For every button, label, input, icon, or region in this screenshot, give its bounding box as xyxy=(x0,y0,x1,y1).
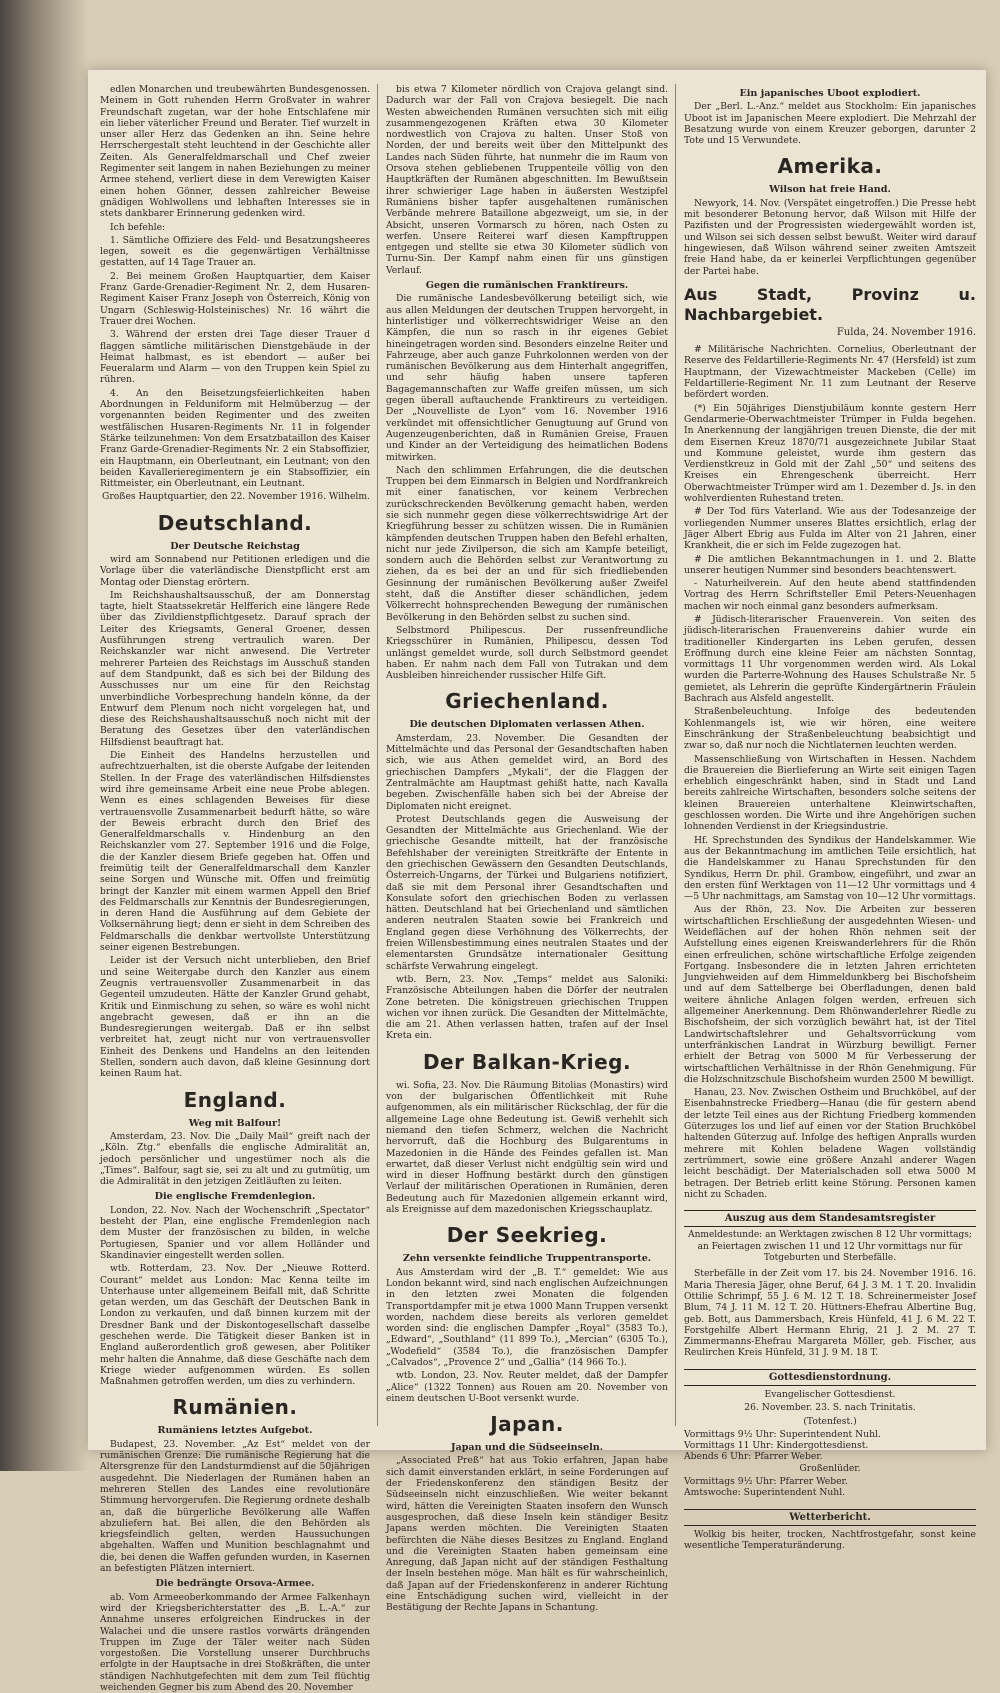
article-text: edlen Monarchen und treubewährten Bundesgenossen. Meinem in Gott ruhenden Herrn Großvater in wahrer Freundschaft zugetan, war der hohe Entschlafene mir ein lieber väterlicher Freund und Berater. Tief wurzelt in unser aller Herz das Gedenken an ihn. Seine hehre Herrschergestalt steht leuchtend in der Geschichte aller Zeiten. Als Generalfeldmarschall und Chef zweier Regimenter seit langem in nahen Beziehungen zu meiner Armee stehend, verliert diese in dem Verewigten Kaiser einen hohen Gönner, dessen zahlreicher Beweise gnädigen Wohlwollens und lebhaften Interesses sie in stets dankbarer Erinnerung gedenken wird. xyxy=(100,84,370,220)
article-heading: Die bedrängte Orsova-Armee. xyxy=(155,1578,315,1590)
section-heading-amerika: Amerika. xyxy=(777,154,883,179)
standesamt-heading: Auszug aus dem Standesamtsregister xyxy=(684,1210,976,1227)
article-text: Der „Berl. L.-Anz.“ meldet aus Stockholm: Ein japanisches Uboot ist im Japanischen Meere explodiert. Die Mehrzahl der Besatzung wurde von einem Kreuzer geborgen, darunter 2 Tote und 15 Verwundete. xyxy=(684,101,976,147)
column-divider xyxy=(377,84,378,1426)
article-text: Nach den schlimmen Erfahrungen, die die deutschen Truppen bei dem Einmarsch in Belgien und Nordfrankreich mit einer fanatischen, vor keinem Verbrechen zurückschreckenden Bevölkerung gemacht haben, werden sie sich nunmehr gegen diese völkerrechtswidrige Art der Kriegführung besser zu schützen wissen. Die in Rumänien kämpfenden deutschen Truppen haben den Befehl erhalten, nicht nur jede Zivilperson, die sich am Kampfe beteiligt, sondern auch die Behörden selbst zur Verantwortung zu ziehen, da es bei der an und für sich friedliebenden Gesinnung der rumänischen Bevölkerung außer Zweifel steht, daß die Anstifter dieser schändlichen, jedem Völkerrecht hohnsprechenden Bewegung der rumänischen Bevölkerung in den Behörden selbst zu suchen sind. xyxy=(386,464,668,623)
article-heading: Weg mit Balfour! xyxy=(188,1117,282,1129)
gottesdienst-heading: Gottesdienstordnung. xyxy=(684,1369,976,1386)
article-text: Massenschließung von Wirtschaften in Hessen. Nachdem die Brauereien die Bierlieferung an Wirte seit einigen Tagen erheblich eingeschränkt haben, sind in Stadt und Land bereits zahlreiche Wirtschaften, besonders solche seitens der kleinen Brauereien unterhaltene Kleinwirtschaften, geschlossen worden. Die Wirte und ihre Angehörigen suchen lohnenden Verdienst in der Kriegsindustrie. xyxy=(684,753,976,833)
article-text: Protest Deutschlands gegen die Ausweisung der Gesandten der Mittelmächte aus Griechenland. Wie der griechische Gesandte mitteilt, hat der französische Befehlshaber der vereinigten Streitkräfte der Entente in den griechischen Gewässern den Gesandten Deutschlands, Österreich-Ungarns, der Türkei und Bulgariens notifiziert, daß sie mit dem Personal ihrer Gesandtschaften und Konsulate sofort den griechischen Boden zu verlassen hätten. Deutschland hat bei Griechenland und sämtlichen anderen neutralen Staaten sowie bei Frankreich und England gegen diese Verhöhnung des Völkerrechts, der freien Willensbestimmung eines neutralen Staates und der elementarsten Grundsätze internationaler Gesittung schärfste Verwahrung eingelegt. xyxy=(386,813,668,972)
article-text: wi. Sofia, 23. Nov. Die Räumung Bitolias (Monastirs) wird von der bulgarischen Öffentlichkeit mit Ruhe aufgenommen, als ein militärischer Rückschlag, der für die allgemeine Lage ohne Bedeutung ist. Gewiß verhehlt sich niemand den tiefen Schmerz, welchen die Nachricht hervorruft, daß die Hochburg des Bulgarentums in Mazedonien in die Hände des Feindes gefallen ist. Man erwartet, daß dieser Verlust nicht endgültig sein wird und wird in dieser Hoffnung bestärkt durch den günstigen Verlauf der militärischen Operationen in Rumänien, deren Bedeutung auch für Mazedonien allgemein erkannt wird, als Ereignisse auf dem mazedonischen Kriegsschauplatz. xyxy=(386,1079,668,1216)
article-text: 4. An den Beisetzungsfeierlichkeiten haben Abordnungen in Felduniform mit Helmüberzug — der vorgenannten beiden Regimenter und des zweiten westfälischen Husaren-Regiments Nr. 11 in folgender Stärke teilzunehmen: Von dem Ersatzbataillon des Kaiser Franz Garde-Grenadier-Regiments Nr. 2 ein Stabsoffizier, ein Hauptmann, ein Oberleutnant, ein Leutnant; von den beiden Kavallerieregimentern je ein Stabsoffizier, ein Rittmeister, ein Oberleutnant, ein Leutnant. xyxy=(100,387,370,490)
article-text: ab. Vom Armeeoberkommando der Armee Falkenhayn wird der Kriegsberichterstatter des „B. L.-A.“ zur Annahme unseres erfolgreichen Eindruckes in der Walachei und die unsere rastlos vorwärts drängenden Truppen im Zuge der Täler weiter nach Süden vorgestoßen. Die Vorstellung unserer Durchbruchs erfolgte in der Hauptsache in drei Stoßkräften, die unter ständigen Nachhutgefechten mit dem zum Teil flüchtig weichenden Gegner bis zum Abend des 20. November xyxy=(100,1591,370,1693)
gottesdienst-row: Vormittags 9½ Uhr: Superintendent Nuhl. xyxy=(684,1428,881,1440)
article-text: wtb. Bern, 23. Nov. „Temps“ meldet aus Saloniki: Französische Abteilungen haben die Dörfer der neutralen Zone betreten. Die königstreuen griechischen Truppen wichen vor ihnen zurück. Die Gesandten der Mittelmächte, die am 21. Athen verlassen hatten, trafen auf der Insel Kreta ein. xyxy=(386,973,668,1042)
article-heading: Japan und die Südseeinseln. xyxy=(450,1442,604,1454)
article-text: Hanau, 23. Nov. Zwischen Ostheim und Bruchköbel, auf der Eisenbahnstrecke Friedberg—Hanau (die für gestern abend der letzte Teil eines aus der Richtung Friedberg kommenden Güterzuges los und lief auf einen vor der Station Bruchköbel haltenden Güterzug auf. Infolge des heftigen Anpralls wurden mehrere mit Kohlen beladene Wagen vollständig zertrümmert, sowie eine größere Anzahl anderer Wagen leicht beschädigt. Der Materialschaden soll etwa 5000 M betragen. Der Betrieb erlitt keine Störung. Personen kamen nicht zu Schaden. xyxy=(684,1087,976,1200)
article-text: Amsterdam, 23. November. Die Gesandten der Mittelmächte und das Personal der Gesandtschaften haben sich, wie aus Athen gemeldet wird, an Bord des griechischen Dampfers „Mykali“, der die Flaggen der Zentralmächte am Hauptmast gehißt hatte, nach Kavalla begeben. Zwischenfälle haben sich bei der Abreise der Diplomaten nicht ereignet. xyxy=(386,732,668,812)
section-heading-griechenland: Griechenland. xyxy=(445,689,609,714)
article-heading: Die deutschen Diplomaten verlassen Athen. xyxy=(409,719,645,731)
article-text: # Militärische Nachrichten. Cornelius, Oberleutnant der Reserve des Feldartillerie-Regiments Nr. 47 (Hersfeld) ist zum Hauptmann, der Vizewachtmeister Mackeben (Celle) im Feldartillerie-Regiment Nr. 11 zum Leutnant der Reserve befördert worden. xyxy=(684,344,976,401)
section-heading-local: Aus Stadt, Provinz u. Nachbargebiet. xyxy=(684,284,976,324)
article-text: Die Einheit des Handelns herzustellen und aufrechtzuerhalten, ist die oberste Aufgabe der leitenden Stellen. In der Frage des vaterländischen Hilfsdienstes wird ihre gemeinsame Arbeit eine neue Probe ablegen. Wenn es eines schlagenden Beweises für diese vertrauensvolle Zusammenarbeit bedurft hätte, so wäre der Beweis erbracht durch den Brief des Generalfeldmarschalls v. Hindenburg an den Reichskanzler vom 27. September 1916 und die Folge, die der Kanzler diesem Briefe gegeben hat. Offen und freimütig teilt der Generalfeldmarschall dem Kanzler seine Sorgen und Wünsche mit. Offen und freimütig bringt der Kanzler mit einem warmen Appell den Brief des Feldmarschalls zur Kenntnis der Bundesregierungen, in deren Hand die Ausführung auf dem Gebiete der Volksernährung liegt; denn er sieht in dem Schreiben des Feldmarschalls die denkbar wertvollste Unterstützung seiner eigenen Bestrebungen. xyxy=(100,750,370,954)
article-text: Newyork, 14. Nov. (Verspätet eingetroffen.) Die Presse hebt mit besonderer Betonung hervor, daß Wilson mit Hilfe der Pazifisten und der Progressisten wiedergewählt worden ist, und Wilson sei sich dessen selbst bewußt. Weiter wird darauf hingewiesen, daß Wilson während seiner zweiten Amtszeit freie Hand habe, da er keinerlei Verpflichtungen gegenüber der Partei habe. xyxy=(684,197,976,277)
gottesdienst-note: (Totenfest.) xyxy=(803,1415,857,1427)
dateline: Fulda, 24. November 1916. xyxy=(836,326,976,338)
standesamt-text: Sterbefälle in der Zeit vom 17. bis 24. November 1916. 16. Maria Theresia Jäger, ohne Beruf, 64 J. 3 M. 1 T. 20. Invalidin Ottilie Schrimpf, 55 J. 6 M. 12 T. 18. Schreinermeister Josef Blum, 74 J. 11 M. 12 T. 20. Hüttners-Ehefrau Albertine Bug, geb. Bott, aus Dammersbach, Kreis Hünfeld, 41 J. 6 M. 22 T. Forstgehilfe Albert Hermann Ehrig, 21 J. 2 M. 27 T. Zimmermanns-Ehefrau Margareta Möller, geb. Fischer, aus Reulirchen Kreis Hünfeld, 31 J. 9 M. 18 T. xyxy=(684,1268,976,1359)
signature: Großes Hauptquartier, den 22. November 1916. Wilhelm. xyxy=(102,491,370,503)
newspaper-page xyxy=(88,70,986,1693)
article-text: 3. Während der ersten drei Tage dieser Trauer d flaggen sämtliche militärischen Dienstgebäude in der Heimat halbmast, es ist ebendort — außer bei Feueralarm und Alarm — von den Truppen kein Spiel zu rühren. xyxy=(100,329,370,386)
page-edge-shadow xyxy=(0,0,88,1471)
article-heading: Rumäniens letztes Aufgebot. xyxy=(157,1425,313,1437)
section-heading-deutschland: Deutschland. xyxy=(157,510,313,535)
article-text: - Naturheilverein. Auf den heute abend stattfindenden Vortrag des Herrn Schriftsteller Emil Peters-Neuenhagen machen wir noch einmal ganz besonders aufmerksam. xyxy=(684,578,976,612)
wetterbericht-text: Wolkig bis heiter, trocken, Nachtfrostgefahr, sonst keine wesentliche Temperaturänderung. xyxy=(684,1528,976,1552)
article-text: (*) Ein 50jähriges Dienstjubiläum konnte gestern Herr Gendarmerie-Oberwachtmeister Trümper in Fulda begehen. In Anerkennung der langjährigen treuen Dienste, die der mit dem Eisernen Kreuz 1870/71 ausgezeichnete Jubilar Staat und Kommune geleistet, wurde ihm gestern das Verdienstkreuz in Gold mit der Zahl „50“ und seitens des Kreises ein Ehrengeschenk überreicht. Herr Oberwachtmeister Trümper wird am 1. Dezember d. Js. in den wohlverdienten Ruhestand treten. xyxy=(684,402,976,505)
column-3 xyxy=(684,84,976,1552)
gottesdienst-row: Abends 6 Uhr: Pfarrer Weber. xyxy=(684,1451,823,1463)
gottesdienst-row: Vormittags 9½ Uhr: Pfarrer Weber. xyxy=(684,1476,848,1488)
article-text: Hf. Sprechstunden des Syndikus der Handelskammer. Wie aus der Bekanntmachung im amtlichen Teile ersichtlich, hat die Handelskammer zu Hanau Sprechstunden für den Syndikus, Herrn Dr. phil. Grambow, eingeführt, und zwar an den ersten fünf Werktagen von 11—12 Uhr vormittags und 4—5 Uhr nachmittags, am Samstag von 10—12 Uhr vormittags. xyxy=(684,834,976,903)
article-text: wird am Sonnabend nur Petitionen erledigen und die Vorlage über die vaterländische Dienstpflicht erst am Montag oder Dienstag erörtern. xyxy=(100,553,370,588)
article-heading: Wilson hat freie Hand. xyxy=(769,184,891,196)
column-2 xyxy=(386,84,668,1614)
article-heading: Die englische Fremdenlegion. xyxy=(154,1191,316,1203)
article-text: bis etwa 7 Kilometer nördlich von Crajova gelangt sind. Dadurch war der Fall von Crajova besiegelt. Die nach Westen abweichenden Rumänen versuchten sich mit eilig zusammengezogenen Kräften etwa 30 Kilometer nordwestlich von Crajova zu halten. Unser Stoß von Norden, der und bereits weit über den Mittelpunkt des Landes nach Süden führte, hat nunmehr die im Raum von Orsova stehen gebliebenen Truppenteile völlig von den Hauptkräften der Rumänen abgeschnitten. Im Bewußtsein ihrer schwieriger Lage haben in äußersten Westzipfel Rumäniens bisher tapfer ausgehaltenen rumänischen Verbände mehrere Bataillone abgezweigt, um sie, in der Absicht, unseren Vormarsch zu hören, nach Osten zu werfen. Unsere Reiterei warf diesen Kampftruppen entgegen und stellte sie etwa 30 Kilometer südlich von Turnu-Sin. Der Kampf nahm einen für uns günstigen Verlauf. xyxy=(386,84,668,276)
article-text: wtb. London, 23. Nov. Reuter meldet, daß der Dampfer „Alice“ (1322 Tonnen) aus Rouen am 20. November von einem deutschen U-Boot versenkt wurde. xyxy=(386,1370,668,1404)
article-text: „Associated Preß“ hat aus Tokio erfahren, Japan habe sich damit einverstanden erklärt, in seine Forderungen auf der Friedenskonferenz den ständigen Besitz der Südseeinseln nicht einzuschließen. Wie weiter bekannt wird, hätten die Vereinigten Staaten insofern den Wunsch ausgesprochen, daß diese Inseln kein ständiger Besitz Japans werden möchten. Die Vereinigten Staaten befürchten die Nähe dieses Besitzes zu England. England und die Vereinigten Staaten haben gemeinsam eine Anregung, daß Japan nicht auf der ständigen Festhaltung der Inseln bestehen möge. Man hält es für wahrscheinlich, daß Japan auf der Friedenskonferenz in anderer Richtung eine Entschädigung suchen wird, vielleicht in der Bestätigung der Rechte Japans in Schantung. xyxy=(386,1455,668,1614)
section-heading-seekrieg: Der Seekrieg. xyxy=(446,1223,608,1248)
article-text: Budapest, 23. November. „Az Est“ meldet von der rumänischen Grenze: Die rumänische Regierung hat die Altersgrenze für den Landsturmdienst auf die 50jährigen ausgedehnt. Die Niederlagen der Rumänen haben an mehreren Stellen des Landes eine revolutionäre Stimmung hervorgerufen. Die Regierung ordnete deshalb an, daß die bürgerliche Bevölkerung alle Waffen abzuliefern hat. Bei allen, die den Behörden als kriegsfeindlich gelten, werden Haussuchungen abgehalten. Waffen und Munition beschlagnahmt und die, bei denen die Waffen gefunden wurden, in Kasernen an befestigten Plätzen interniert. xyxy=(100,1438,370,1575)
article-text: Im Reichshaushaltsausschuß, der am Donnerstag tagte, hielt Staatssekretär Helfferich eine längere Rede über das Zivildienstpflichtgesetz. Darauf sprach der Leiter des Kriegsamts, General Groener, dessen Ausführungen streng vertraulich waren. Der Reichskanzler war nicht anwesend. Die Vertreter mehrerer Parteien des Reichstags im Ausschuß standen auf dem Standpunkt, daß es sich bei der Bildung des Ausschusses nur um eine für den Reichstag unverbindliche Vorbesprechung handeln könne, da der Entwurf dem Plenum noch nicht vorgelegen hat, und diese des Reichshaushaltsausschuß noch nicht mit der Beratung des Gesetzes über den vaterländischen Hilfsdienst beauftragt hat. xyxy=(100,589,370,748)
article-heading: Zehn versenkte feindliche Truppentransporte. xyxy=(402,1253,652,1265)
section-heading-england: England. xyxy=(183,1087,287,1112)
article-text: # Die amtlichen Bekanntmachungen in 1. und 2. Blatte unserer heutigen Nummer sind besonders beachtenswert. xyxy=(684,553,976,576)
wetterbericht-heading: Wetterbericht. xyxy=(684,1509,976,1526)
article-text: Ich befehle: xyxy=(110,221,166,233)
gottesdienst-row: Vormittags 11 Uhr: Kindergottesdienst. xyxy=(684,1440,869,1452)
column-divider xyxy=(675,84,676,1426)
article-text: London, 22. Nov. Nach der Wochenschrift „Spectator“ besteht der Plan, eine englische Fremdenlegion nach dem Muster der französischen zu bilden, in welche Portugiesen, Spanier und vor allem Holländer und Skandinavier eingestellt werden sollen. xyxy=(100,1204,370,1261)
standesamt-hours: Anmeldestunde: an Werktagen zwischen 8 12 Uhr vormittags; an Feiertagen zwischen 11 und 12 Uhr vormittags nur für Totgeburten und Sterbefälle. xyxy=(688,1230,972,1264)
article-text: wtb. Rotterdam, 23. Nov. Der „Nieuwe Rotterd. Courant“ meldet aus London: Mac Kenna teilte im Unterhause unter allgemeinem Beifall mit, daß Schritte getan werden, um das Geschäft der Deutschen Bank in London zu verkaufen, und daß binnen kurzem mit der Dresdner Bank und der Diskontogesellschaft dasselbe geschehen werde. Die Tätigkeit dieser Banken ist in England außerordentlich groß gewesen, aber Politiker mehr halten die Annahme, daß diese Geschäfte nach dem Kriege wieder aufgenommen würden. Es sollen Maßnahmen getroffen werden, um dies zu verhindern. xyxy=(100,1263,370,1388)
article-text: Die rumänische Landesbevölkerung beteiligt sich, wie aus allen Meldungen der deutschen Truppen hervorgeht, in hinterlistiger und völkerrechtswidriger Weise an den Kämpfen, die nun so rasch in ihr eigenes Gebiet hineingetragen worden sind. Besonders einzelne Reiter und Fahrzeuge, aber auch ganze Fuhrkolonnen werden von der rumänischen Bevölkerung aus dem Hinterhalt angegriffen, und sehr häufig haben unsere tapferen Bagagemannschaften zur Waffe greifen müssen, um sich gegen überall auftauchende Franktireurs zu verteidigen. Der „Nouvelliste de Lyon“ vom 16. November 1916 verkündet mit offensichtlicher Genugtuung auf Grund von Augenzeugenberichten, daß in Rumänien Greise, Frauen und Kinder an der Verteidigung des heimatlichen Bodens mitwirken. xyxy=(386,293,668,463)
article-text: Straßenbeleuchtung. Infolge des bedeutenden Kohlenmangels ist, wie wir hören, eine weitere Einschränkung der Straßenbeleuchtung beabsichtigt und zwar so, daß nur noch die Nichtlaternen leuchten werden. xyxy=(684,706,976,752)
article-heading: Ein japanisches Uboot explodiert. xyxy=(739,88,921,99)
article-text: 1. Sämtliche Offiziere des Feld- und Besatzungsheeres legen, soweit es die gegenwärtigen Verhältnisse gestatten, auf 14 Tage Trauer an. xyxy=(100,234,370,269)
section-heading-japan: Japan. xyxy=(490,1412,564,1437)
article-text: # Jüdisch-literarischer Frauenverein. Von seiten des jüdisch-literarischen Frauenvereins dahier wurde ein traditioneller Kindergarten ins Leben gerufen, dessen Eröffnung durch eine kleine Feier am nächsten Sonntag, vormittags 11 Uhr vorgenommen werden wird. Als Lokal wurden die Parterre-Wohnung des Hauses Schulstraße Nr. 5 gemietet, als Lehrerin die geprüfte Kindergärtnerin Fräulein Bachrach aus Alsfeld angestellt. xyxy=(684,613,976,705)
article-text: Amsterdam, 23. Nov. Die „Daily Mail“ greift nach der „Köln. Ztg.“ ebenfalls die englische Admiralität an, jedoch persönlicher und ungestümer noch als die „Times“. Balfour, sagt sie, sei zu alt und zu gutmütig, um die Admiralität in den jetzigen Zeitläuften zu leiten. xyxy=(100,1130,370,1188)
gottesdienst-subheading: Evangelischer Gottesdienst. xyxy=(764,1388,896,1400)
gottesdienst-date: 26. November. 23. S. nach Trinitatis. xyxy=(744,1402,916,1414)
section-heading-rumaenien: Rumänien. xyxy=(172,1395,298,1420)
article-text: # Der Tod fürs Vaterland. Wie aus der Todesanzeige der vorliegenden Nummer unseres Blattes ersichtlich, erlag der Jäger Albert Ebrig aus Fulda im Alter von 21 Jahren, einer Krankheit, die er sich im Felde zugezogen hat. xyxy=(684,506,976,552)
column-1 xyxy=(100,84,370,1693)
article-text: Aus der Rhön, 23. Nov. Die Arbeiten zur besseren wirtschaftlichen Erschließung der ausgedehnten Wiesen- und Weideflächen auf der hohen Rhön nehmen seit der Aufstellung eines eigenen Kreiswanderlehrers für die Rhön einen erfreulichen, schöne wirtschaftliche Erfolge zeigenden Fortgang. Insbesondere die in letzten Jahren errichteten Jungviehweiden auf dem Himmeldunkberg bei Bischofsheim und auf dem Sattelberge bei Oberfladungen, denen bald weitere ähnliche Anlagen folgen werden, erfreuen sich allgemeiner Anerkennung. Dem Rhönwanderlehrer Riedle zu Bischofsheim, der sich vorzüglich bewährt hat, ist der Titel Landwirtschaftslehrer und Gehaltsvorrückung vom unterfränkischen Landrat in Würzburg bewilligt. Ferner erhielt der Betrag von 5000 M für Verbesserung der wirtschaftlichen Verhältnisse in der Rhön Genehmigung. Für die Holzschnitzschule Bischofsheim wurden 2500 M bewilligt. xyxy=(684,904,976,1085)
article-text: Aus Amsterdam wird der „B. T.“ gemeldet: Wie aus London bekannt wird, sind nach englischen Aufzeichnungen in den letzten zwei Monaten die folgenden Transportdampfer mit je etwa 1000 Mann Truppen versenkt worden, nachdem diese bereits als verloren gemeldet worden sind: die englischen Dampfer „Royal“ (3583 To.), „Edward“, „Southland“ (11 899 To.), „Mercian“ (6305 To.), „Wodefield“ (3584 To.), die französischen Dampfer „Calvados“, „Provence 2“ und „Gallia“ (14 966 To.). xyxy=(386,1266,668,1368)
article-text: Leider ist der Versuch nicht unterblieben, den Brief und seine Weitergabe durch den Kanzler aus einem Zeugnis vertrauensvoller Zusammenarbeit in das Gegenteil umzudeuten. Hätte der Kanzler Grund gehabt, Kritik und Einmischung zu sehen, so wäre es wohl nicht angebracht gewesen, daß er ihn an die Bundesregierungen weitergab. Daß er ihn selbst verbreitet hat, zeugt nicht nur von vertrauensvoller Einheit des Denkens und Handelns an den leitenden Stellen, sondern auch davon, daß kleine Gesinnung dort keinen Raum hat. xyxy=(100,955,370,1080)
article-heading: Gegen die rumänischen Franktireurs. xyxy=(425,280,629,292)
article-text: Selbstmord Philipescus. Der russenfreundliche Kriegsschürer in Rumänien, Philipescu, dessen Tod unlängst gemeldet wurde, soll durch Selbstmord geendet haben. Er nahm nach dem Fall von Tutrakan und dem Ausbleiben hinreichender russischer Hilfe Gift. xyxy=(386,624,668,682)
gottesdienst-row: Amtswoche: Superintendent Nuhl. xyxy=(684,1487,846,1499)
article-text: 2. Bei meinem Großen Hauptquartier, dem Kaiser Franz Garde-Grenadier-Regiment Nr. 2, dem Husaren-Regiment Kaiser Franz Joseph von Österreich, König von Ungarn (Schleswig-Holsteinisches) Nr. 16 währt die Trauer drei Wochen. xyxy=(100,270,370,327)
article-heading: Der Deutsche Reichstag xyxy=(170,540,300,552)
gottesdienst-subheading: Großenlüder. xyxy=(799,1462,861,1474)
section-heading-balkan-krieg: Der Balkan-Krieg. xyxy=(422,1049,632,1074)
